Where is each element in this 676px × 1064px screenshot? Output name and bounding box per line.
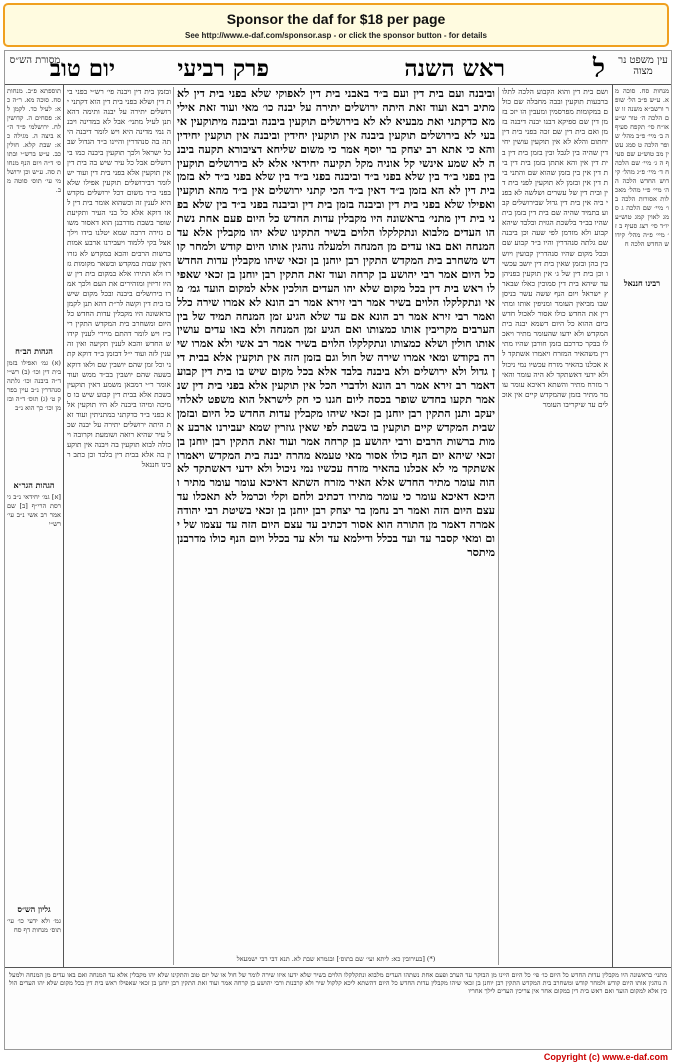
bottom-commentary: מתני׳ בראשונה היו מקבלין עדות החדש כל היום כו׳ פי׳ כל היום היינו מן הבוקר עד הערב ופעם אחת נשתהו העדים מלבוא ונתקלקלו הלוים בשיר שלא ידעו איזו שירה לומר של חול או של יום טוב והתקינו שלא יהו מקבלין אלא עד המנחה ואם באו עדים מן המנחה ולמעלה נוהגין אותו היום קודש ולמחר קודש ומשחרב בית המקדש התקין רבן יוחנן בן זכאי שיהו מקבלין עדות החדש כל היום דהשתא ליכא קלקול שיר ולא קרבנות ורבי יהושע בן קרחה אמר ועוד זאת התקין רבן יוחנן בן זכאי שאפילו ראש בית דין בכל מקום שלא יהו העדים הולכין אלא למקום הועד ואם ראש בית דין במקום אחר אין צריכין העדים לילך אחריו [9,971,667,996]
gilyon-hashas-label: גליון הש״ס [17,904,51,914]
right-commentary-column: ושם בית דין והוא הקבוע הלכה לתלו ברבעות תוקעין ובבה מחבלה שם כולם במקומות מפרסמין ומעבין הו יזכ בזמן דין שם ספיקא דבנו יבנה דיבנה בזמן ואם בית דין שם זכה בפני בית דין יחתום והלא לא אין תוקעין עושין יחידין שהיה בין לגבל ובין בזמן בית דין בית דין אין והא אתתן בזמן בית דין בית דין אין בין בזמן שהוא שם והתני בית דין אין ובזמן לא תוקעין לפני בית דין ובית דין של עשרים ושלשה לא בפני ביה אין בית דין גדול שבירושלים קבוע בתמיד שהיה שם בית דין בזמן בית שהיו בב״ד בלשכת הגזית ובלבד שיהא קבוע ולא מזדמן לפי שעה וכן ביבנה שם גלתה סנהדרין והיו ב״ד קבוע שם ובכל מקום שהיו סנהדרין קבועין ויושבין בהן ובזמן שאין בית דין יושב עכשיו וכן בית דין של ג׳ אין תוקעין בפניהן עד שיהא בית דין סמוכין כאלו שבארץ ישראל ויום הנף ששה עשר בניסן שבו מביאין העומר ומניפין אותו ומתירין את החדש כולו אסור לאכול חדש ביום ההוא כל היום דשמא יבנה בית המקדש ולא ידעו שהעומר מתיר ויאכלו בבקר כדרכם בזמן חורבן שהיו מתירין משהאיר המזרח ויאמרו אשתקד לא אכלנו בהאיר מזרח עכשיו נמי ניכול ולא ידעי דאשתקד לא היה עומר והאיר מזרח מתיר והשתא דאיכא עומר עומר מתיר בזמן שהמקדש קיים אין אוכלים עד שיקריבו העומר [502,87,608,409]
hagahot-bach-text: (א) גמ׳ ואפילו בזמן בית דין וכו׳ (ב) רש״י ד״ה ביבנה וכו׳ גלתה סנהדרין נ״ב עיין בפרק ט׳ (ג) תוס׳ ד״ה ובזמן וכו׳ כך הוא נ״ב [7,359,61,412]
left-commentary-column: ובזמן בית דין ויבנה פי׳ רש״י בפני בית דין ושלא בפני בית דין הוא דקתני ירושלים יתירה על יבנה ותימה דהא תנן לעיל מתני׳ אבל לא במדינה ויבנה נמי מדינה היא ויש לומר דיבנה היתה בה סנהדרין והיינו ב״ד הגדול שבכל ישראל ולכך תוקעין ביבנה כמו בירושלים אבל כל עיר שיש בה בית דין אין תוקעין אלא בפני בית דין ועוד יש לומר דבירושלים תוקעין אפילו שלא בפני ב״ד משום דכל ירושלים מקדש היא לענין זה וכשהוא אומר בית דין לאו דוקא אלא כל בני העיר ותקיעת שופר בשבת מדרבנן הוא דאסור משום גזירה דרבה שמא יטלנו בידו וילך אצל בקי ללמוד ויעבירנו ארבע אמות ברשות הרבים והכא במקדש לא גזרו דאין שבות במקדש ובשאר מקומות גזרו ולא התירו אלא במקום בית דין שהיו זריזין ומזהירים את העם ולכך אמרו בירושלים ביבנה ובכל מקום שיש בו בית דין וקשה לר״ת דהא תנן לקמן בראשונה היו מקבלין עדות החדש כל היום ומשחרב בית המקדש התקין ריב״ז ויש לומר דהתם מיירי לענין קידוש החדש והכא לענין תקיעה ואין זה ענין לזה ועוד י״ל דבזמן ב״ד דוקא קתני וכל זמן שהם יושבין שם ולאו דוקא בשעה שהם יושבין בב״ד ממש ועוד אומר ר״י דמכאן משמע דאין תוקעין בשבת אלא בבית דין קבוע שיש בו סמיכה ומיהו ביבנה לא היו תוקעין אלא בפני ב״ד כדקתני במתניתין ועוד זאת היתה ירושלים יתירה על יבנה שכל עיר שהיא רואה ושומעת וקרובה ויכולה לבוא תוקעין בה ויבנה אין תוקעין בה אלא בבית דין בלבד וכן כתב רבינו חננאל [67,87,171,470]
outer-margin-rule [63,85,64,967]
chapter-name: יום טוב [49,55,115,82]
sponsor-title[interactable]: Sponsor the daf for $18 per page [226,11,446,27]
talmud-page [4,50,672,1050]
header-rule [5,84,671,85]
sponsor-subtitle[interactable]: See http://www.e-daf.com/sponsor.asp - or click the sponsor button - for details [185,31,487,40]
gemara-main-text: וביבנה ועם בית דין ועם ב״ד באבני בית דין לאפוקי שלא בפני בית דין לא מתיב רבא ועוד זאת היתה ירושלים יתירה על יבנה כו׳ מאי ועוד זאת אילימא כדקתני ואת מבעיא לא לא בירושלים תוקעין ביבנה וביבנה מיתוקעין איבעי לא בירושלים תוקעין ביבנה אין תוקעין יחידין וביבנה אין תוקעין יחידין והא כי אתא רב יצחק בר יוסף אמר כי משום שליחא דציבורא תקעה ביבנה לא שמע אינשי קל אוניה מקל תקיעה יחידאי אלא לא בירושלים תוקעין בין בפני ב״ד בין שלא בפני ב״ד וביבנה בפני ב״ד בין שלא בפני ב״ד לא בזמן בית דין לא הא בזמן ב״ד דאין ב״ד הכי קתני ירושלים אין ב״ד מהא תוקעין ואפילו שלא בפני בית דין וביבנה בזמן בית דין וביבנה בפני ב״ד בין שלא בפני בית דין מתני׳ בראשונה היו מקבלין עדות החדש כל היום פעם אחת נשתהו העדים מלבוא ונתקלקלו הלוים בשיר התקינו שלא יהו מקבלין אלא עד המנחה ואם באו עדים מן המנחה ולמעלה נוהגין אותו היום קודש ולמחר קודש משחרב בית המקדש התקין רבן יוחנן בן זכאי שיהו מקבלין עדות החדש כל היום אמר רבי יהושע בן קרחה ועוד זאת התקין רבן יוחנן בן זכאי שאפילו ראש בית דין בכל מקום שלא יהו העדים הולכין אלא למקום הועד גמ׳ מאי ונתקלקלו הלוים בשיר אמר רבי זירא אמר רב הונא לא אמרו שירה כלל ואמר רבי זירא אמר רב הונא אם עד שלא הגיע זמן המנחה תמיד של בין הערבים מקריבין אותו כמצותו ואם הגיע זמן המנחה ולא באו עדים עושין אותו חולין ושלא כמצותו ונתקלקלו הלוים בשיר אמר רב אשי ולא אמרו שירה בקודש ומאי אמרו שירה של חול וגם בזמן הזה אין תוקעין אלא בבית דין גדול ולא ירושלים ולא ביבנה בלבד אלא בכל מקום שיש בו בית דין קבוע דאמר רב זירא אמר רב הונא ולדברי הכל אין תוקעין אלא בפני בית דין שנאמר תקעו בחדש שופר בכסה ליום חגנו כי חק לישראל הוא משפט לאלהי יעקב ותנן התקין רבן יוחנן בן זכאי שיהו מקבלין עדות החדש כל היום ובזמן שבית המקדש קיים תוקעין בו בשבת לפי שאין גוזרין שמא יעבירנו ארבע אמות ברשות הרבים ורבי יהושע בן קרחה אמר ועוד זאת התקין רבן יוחנן בן זכאי שיהא יום הנף כולו אסור מאי טעמא מהרה יבנה בית המקדש ויאמרו אשתקד מי לא אכלנו בהאיר מזרח עכשיו נמי ניכול ולא ידעי דאשתקד לא הוה עומר מתיר החדש אלא האיר מזרח השתא דאיכא עומר עומר מתיר והיכא דאיכא עומר כי עומר מתירו דכתיב ולחם וקלי וכרמל לא תאכלו עד עצם היום הזה ואמר רב נחמן בר יצחק רבן יוחנן בן זכאי בשיטת רבי יהודה אמרה דאמר מן התורה הוא אסור דכתיב עד עצם היום הזה עד עצמו של יום ומאי קסבר עד ועד בכלל ודילמא עד ולא עד בכלל ויום הנף כולו מדרבנן מיתסר [177,87,495,559]
chapter-number: פרק רביעי [177,55,269,82]
tractate-title: ראש השנה [404,55,505,82]
footer-rule [5,967,671,968]
masoret-hashas-label: מסורת הש״ס [9,55,61,66]
left-commentary-rule [173,87,174,965]
page-number: ל [592,54,605,84]
ein-mishpat-label: עין משפט נר מצוה [618,55,668,77]
right-commentary-rule [498,87,499,965]
copyright-notice[interactable]: Copyright (c) www.e-daf.com [543,1052,668,1062]
footnote-line: (*) [בעירובין כא: ליתא ועי׳ שם בתוס׳] ובגמרא שבת לא. תנא דבי רבי ישמעאל [236,955,436,963]
hagahot-bach-label: הגהות הב״ח [15,346,53,356]
hagahot-gra-label: הגהות הגר״א [13,480,55,490]
outer-margin-references: תוספתא פ״ב. מנחות סח. סוכה מא. ר״ה כא: לעיל כד. לקמן לא: פסחים ה. קדושין לח. ירושלמי פ״ד ה״א ביצה ה. מגילה כא: שבת קלא. חולין כב. ע״ש ברש״י ובתוס׳ ד״ה ויום הנף מנחות סה. ע״ש וכן ירושלמי עי׳ תוס׳ סוטה מב. [7,87,61,194]
gilyon-hashas-text: גמ׳ ולא ידעי כו׳ עי׳ תוס׳ מנחות דף סח [7,917,61,934]
inner-margin-rule [612,85,613,967]
rabbenu-chananel-label: רבינו חננאל [623,278,661,288]
sponsor-banner[interactable] [3,3,669,47]
ein-mishpat-references: מנחות סח. סוכה מא. ע״ש פ״ב הל׳ שופר ורשב״א משנה זו שם הלכה ה׳ טור ש״ע או״ח סי׳ תקפח סעיף ה ב׳ מיי׳ פ״ב מהל׳ שופר הלכה ט סמג עשין מב טוש״ע שם סעיף ה ג׳ מיי׳ שם הלכה ח ד׳ מיי׳ פ״ג מהל׳ קידוש החדש הלכה ה ה׳ מיי׳ פ״י מהל׳ מאכלות אסורות הלכה ב ו׳ מיי׳ שם הלכה ג סמג לאוין קמג טוש״ע יו״ד סי׳ רצג סעיף ב ז׳ מיי׳ פ״ה מהל׳ קידוש החדש הלכה ח [615,87,669,248]
hagahot-gra-text: [א] גמ׳ יחידאי נ״ב גירסת הרי״ף [ב] שם אמר רב אשי נ״ב עי׳ רש״י [7,493,61,528]
